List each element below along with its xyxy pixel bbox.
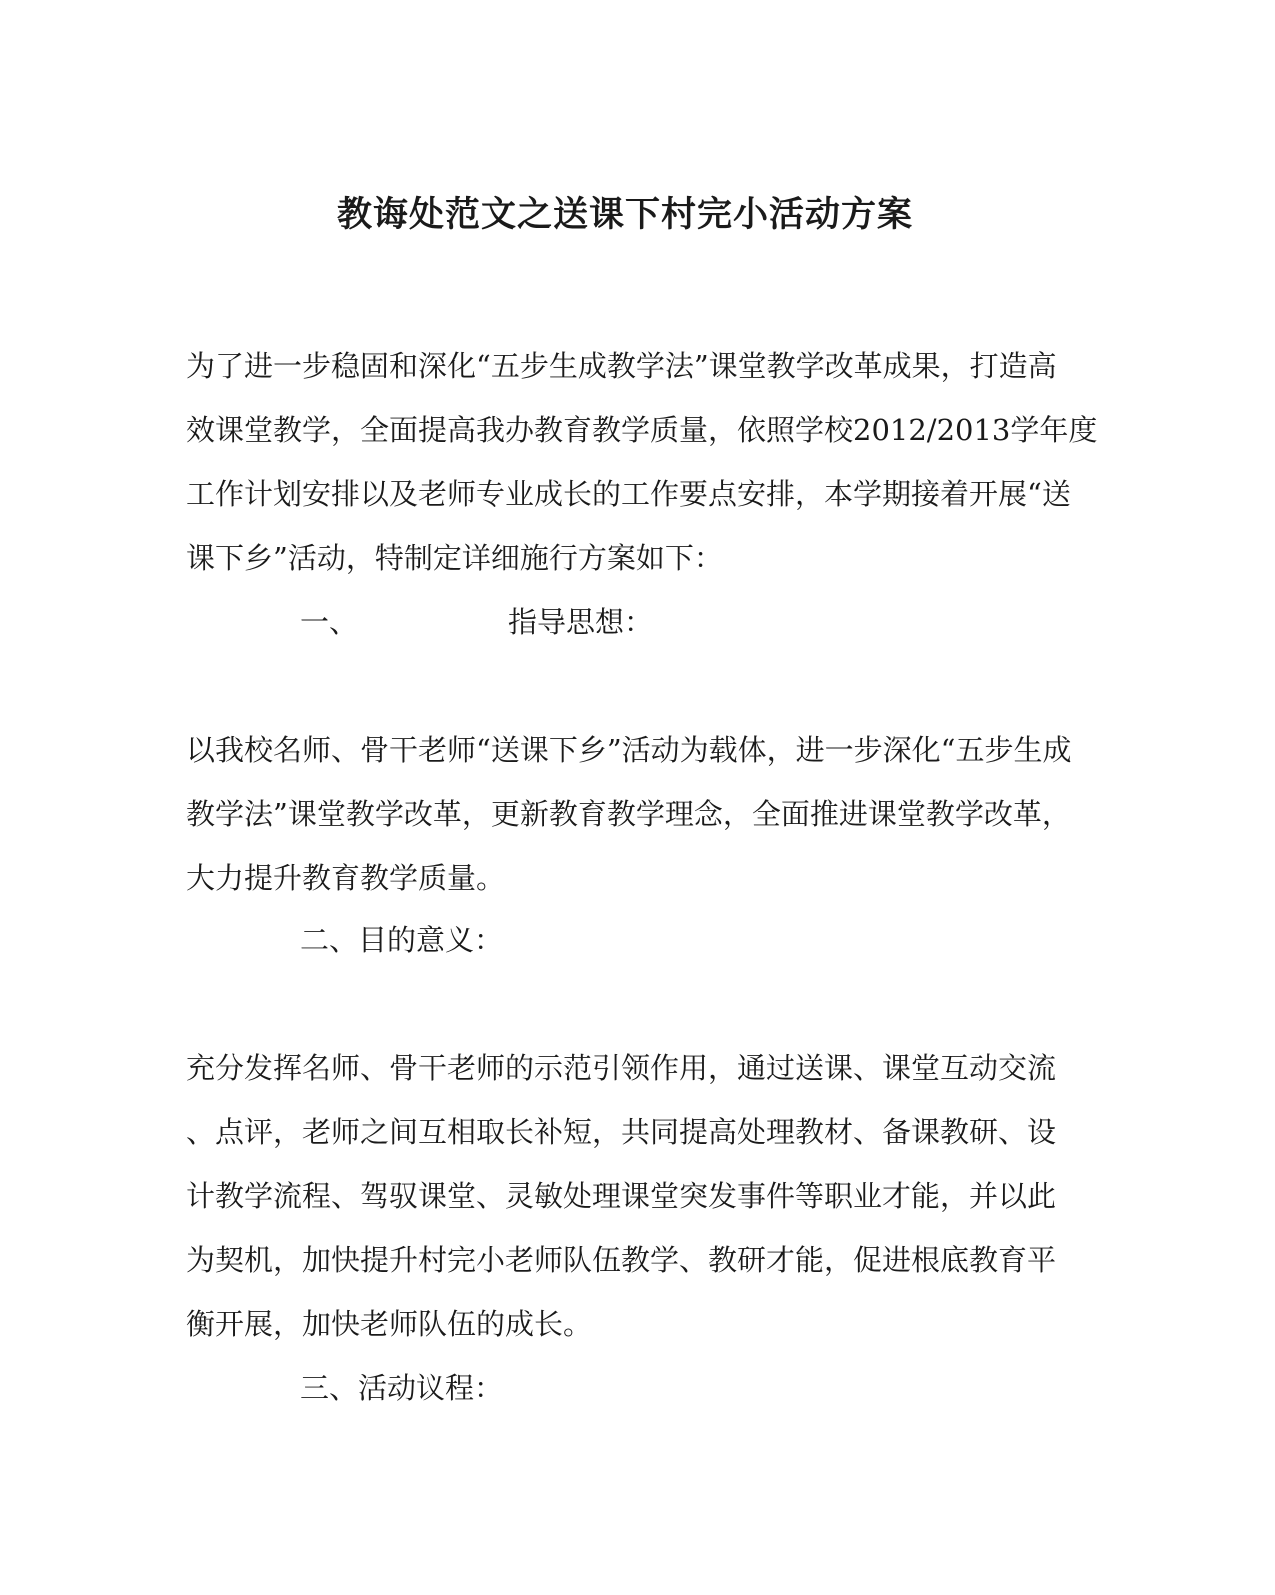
section-2-heading: 二、目的意义： [300,923,504,957]
section-3-heading: 三、活动议程： [300,1371,504,1405]
intro-line-3: 工作计划安排以及老师专业成长的工作要点安排，本学期接着开展“送 [186,477,1071,511]
section-1-line-2: 教学法”课堂教学改革，更新教育教学理念，全面推进课堂教学改革， [186,797,1071,831]
section-1-heading [300,590,653,654]
section-1-line-3: 大力提升教育教学质量。 [186,861,506,895]
section-2-line-5: 衡开展，加快老师队伍的成长。 [186,1307,593,1341]
document-title: 教诲处范文之送课下村完小活动方案 [336,194,913,236]
intro-line-4: 课下乡”活动，特制定详细施行方案如下： [186,541,723,575]
section-2-line-2: 、点评，老师之间互相取长补短，共同提高处理教材、备课教研、设 [186,1115,1057,1149]
intro-line-1: 为了进一步稳固和深化“五步生成教学法”课堂教学改革成果，打造高 [186,349,1057,383]
section-1-number: 一、 [300,605,359,639]
section-2-paragraph [186,1036,1066,1356]
intro-paragraph [186,334,1098,590]
section-1-title: 指导思想： [508,605,654,639]
section-1-line-1: 以我校名师、骨干老师“送课下乡”活动为载体，进一步深化“五步生成 [186,733,1072,767]
section-2-line-1: 充分发挥名师、骨干老师的示范引领作用，通过送课、课堂互动交流 [186,1051,1057,1085]
section-2-line-3: 计教学流程、驾驭课堂、灵敏处理课堂突发事件等职业才能，并以此 [186,1179,1057,1213]
intro-line-2: 效课堂教学，全面提高我办教育教学质量，依照学校2012/2013学年度 [186,413,1098,447]
section-2-line-4: 为契机，加快提升村完小老师队伍教学、教研才能，促进根底教育平 [186,1243,1057,1277]
section-1-paragraph [186,718,1072,910]
